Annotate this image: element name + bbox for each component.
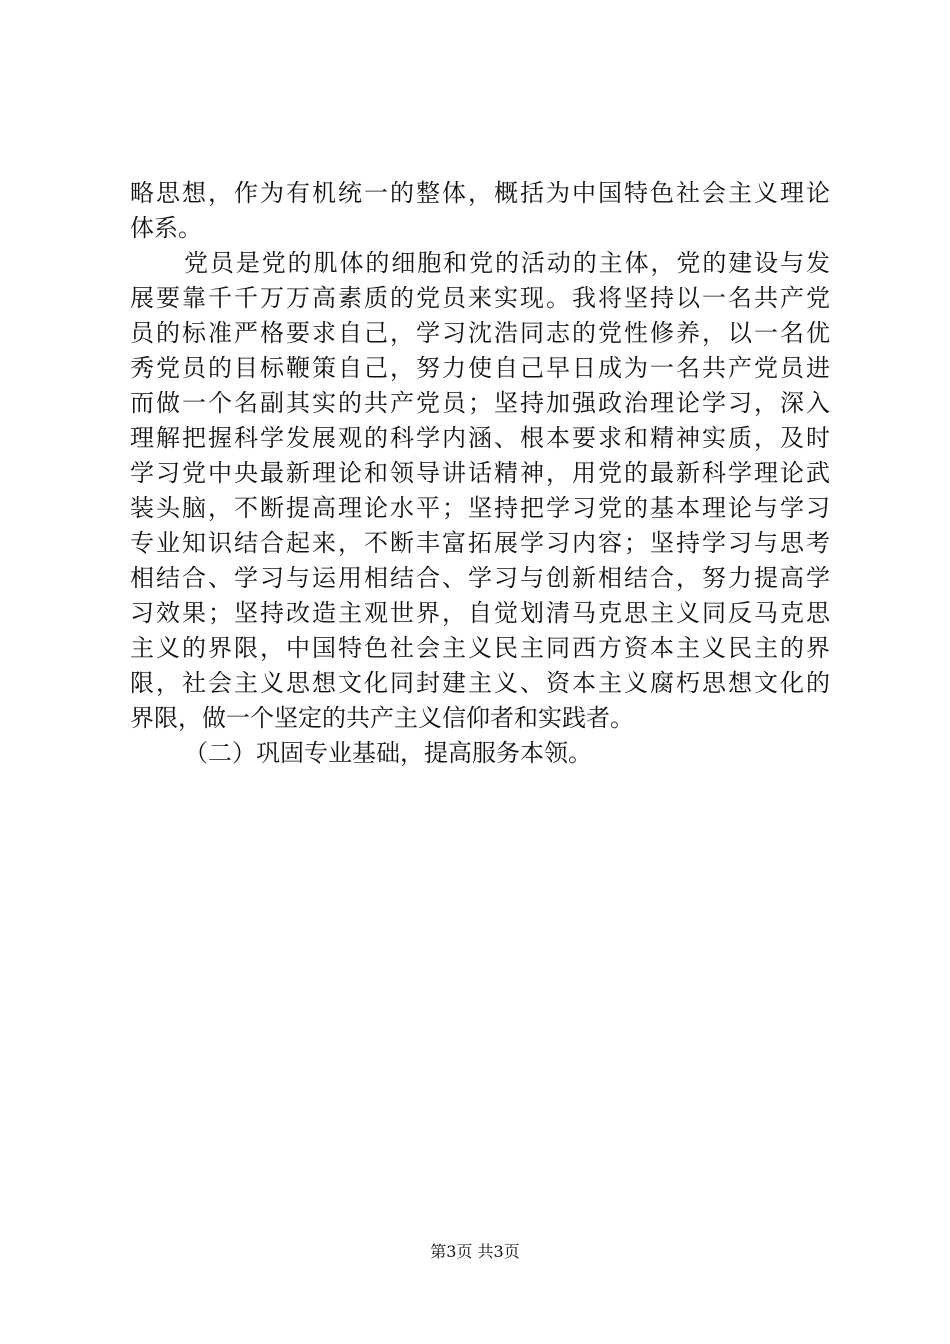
text-line: 限，社会主义思想文化同封建主义、资本主义腐朽思想文化的: [130, 669, 830, 697]
text-line: 体系。: [130, 214, 202, 242]
text-line: 相结合、学习与运用相结合、学习与创新相结合，努力提高学: [130, 564, 830, 592]
body-text: [130, 176, 830, 771]
text-line: 装头脑，不断提高理论水平；坚持把学习党的基本理论与学习: [130, 494, 830, 522]
section-heading: （二）巩固专业基础，提高服务本领。: [184, 739, 592, 767]
text-line: 理解把握科学发展观的科学内涵、根本要求和精神实质，及时: [130, 424, 830, 452]
text-line: 习效果；坚持改造主观世界，自觉划清马克思主义同反马克思: [130, 599, 830, 627]
text-line: 员的标准严格要求自己，学习沈浩同志的党性修养，以一名优: [130, 319, 830, 347]
text-line: 而做一个名副其实的共产党员；坚持加强政治理论学习，深入: [130, 389, 830, 417]
text-line: 专业知识结合起来，不断丰富拓展学习内容；坚持学习与思考: [130, 529, 830, 557]
text-line: 略思想，作为有机统一的整体，概括为中国特色社会主义理论: [130, 179, 830, 207]
paragraph-first-line: 党员是党的肌体的细胞和党的活动的主体，党的建设与发: [184, 249, 830, 277]
text-line: 主义的界限，中国特色社会主义民主同西方资本主义民主的界: [130, 634, 830, 662]
text-line: 学习党中央最新理论和领导讲话精神，用党的最新科学理论武: [130, 459, 830, 487]
text-line: 展要靠千千万万高素质的党员来实现。我将坚持以一名共产党: [130, 284, 830, 312]
page-footer: 第3页 共3页: [430, 1242, 520, 1261]
text-line: 秀党员的目标鞭策自己，努力使自己早日成为一名共产党员进: [130, 354, 830, 382]
text-line: 界限，做一个坚定的共产主义信仰者和实践者。: [130, 704, 634, 732]
